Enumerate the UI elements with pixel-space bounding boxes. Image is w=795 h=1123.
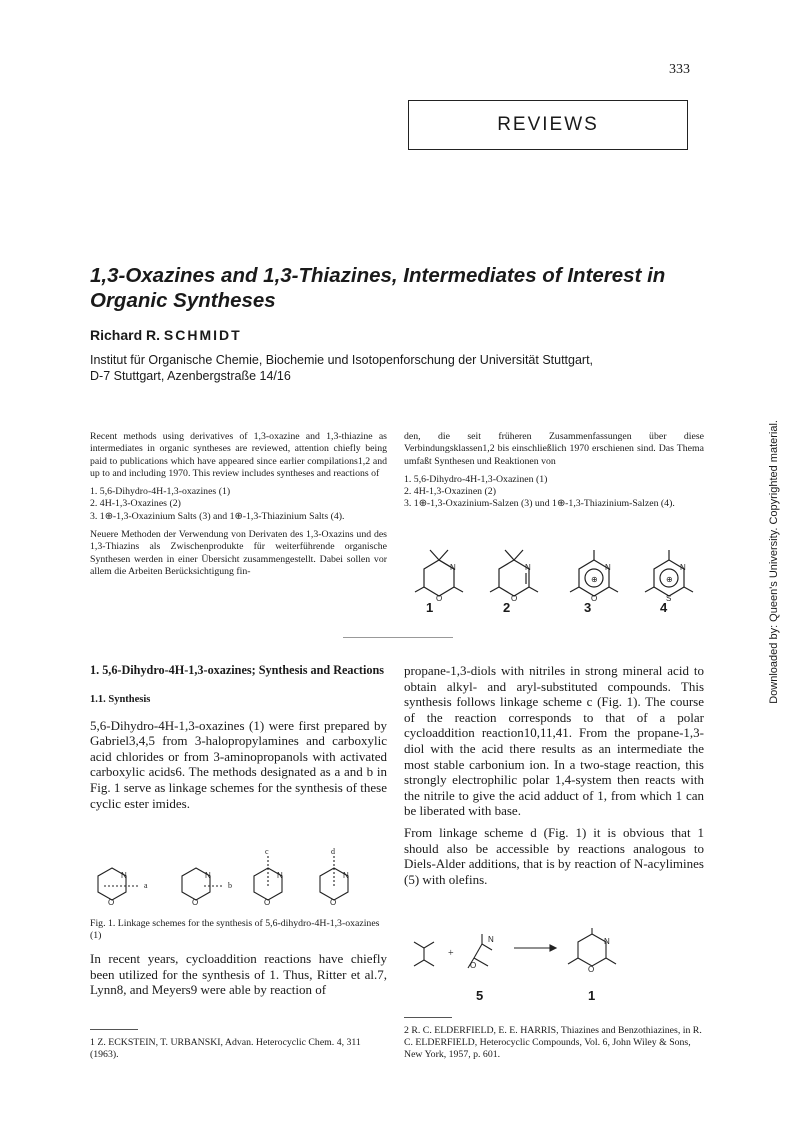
left-column (90, 663, 387, 811)
abstract-list (404, 474, 704, 511)
abstract-text: den, die seit früheren Zusammenfassungen über diese Verbindungsklassen1,2 bis einschließlich 1970 erschienen sind. Das Thema umfaßt Synthesen und Reaktionen von (404, 431, 704, 467)
svg-text:O: O (192, 898, 199, 907)
list-item: 2. 4H-1,3-Oxazinen (2) (404, 486, 496, 498)
svg-text:O: O (511, 594, 518, 603)
svg-text:S: S (666, 594, 672, 603)
svg-text:O: O (264, 898, 271, 907)
footnote: 1 Z. ECKSTEIN, T. URBANSKI, Advan. Heterocyclic Chem. 4, 311 (1963). (90, 1037, 361, 1060)
list-item: 3. 1⊕-1,3-Oxazinium-Salzen (3) und 1⊕-1,3-Thiazinium-Salzen (4). (404, 498, 675, 510)
svg-text:N: N (605, 563, 611, 572)
scheme-label: 1 (588, 988, 596, 1003)
subsection-heading: 1.1. Synthesis (90, 694, 151, 705)
scheme-label: b (228, 881, 232, 890)
footnote-rule (90, 1029, 138, 1030)
affiliation-line: Institut für Organische Chemie, Biochemie und Isotopenforschung der Universität Stuttgart, (90, 353, 594, 367)
abstract-german (404, 431, 704, 511)
download-notice-text: Downloaded by: Queen's University. Copyrighted material. (768, 420, 780, 704)
section-divider (343, 637, 453, 638)
svg-text:N: N (450, 563, 456, 572)
affiliation (90, 352, 650, 384)
scheme-label: d (331, 848, 335, 856)
page-number: 333 (669, 62, 690, 77)
structure-label: 4 (660, 600, 668, 615)
product-icon (568, 928, 616, 966)
reaction-scheme (404, 928, 704, 982)
structure-label: 1 (426, 600, 434, 615)
author-first: Richard R. (90, 327, 161, 343)
list-item: 1. 5,6-Dihydro-4H-1,3-oxazines (1) (90, 486, 231, 498)
footnote: 2 R. C. ELDERFIELD, E. E. HARRIS, Thiazines and Benzothiazines, in R. C. ELDERFIELD, Heterocyclic Compounds, Vol. 6, John Wiley & Sons, New York, 1957, p. 601. (404, 1025, 702, 1060)
scheme-label: 5 (476, 988, 484, 1003)
list-item: 1. 5,6-Dihydro-4H-1,3-Oxazinen (1) (404, 473, 548, 485)
svg-text:O: O (436, 594, 443, 603)
svg-text:N: N (604, 937, 610, 946)
structures-figure (404, 540, 704, 620)
figure-caption: Fig. 1. Linkage schemes for the synthesis of 5,6-dihydro-4H-1,3-oxazines (1) (90, 918, 380, 942)
scheme-label: a (144, 881, 148, 890)
article-title: 1,3-Oxazines and 1,3-Thiazines, Intermediates of Interest in Organic Syntheses (90, 264, 666, 312)
svg-text:O: O (588, 965, 595, 974)
structure-3-icon (570, 550, 618, 596)
svg-text:N: N (488, 935, 494, 944)
author-last: SCHMIDT (163, 327, 242, 343)
right-column (404, 663, 704, 887)
footnote-rule (404, 1017, 452, 1018)
author (90, 327, 242, 343)
svg-text:N: N (525, 563, 531, 572)
paragraph: In recent years, cycloaddition reactions have chiefly been utilized for the synthesis of 1. Thus, Ritter et al.7, Lynn8, and Meyers9 were able by reaction of (90, 951, 387, 998)
list-item: 3. 1⊕-1,3-Oxazinium Salts (3) and 1⊕-1,3-Thiazinium Salts (4). (90, 510, 345, 522)
linkage-schemes-figure (88, 848, 388, 914)
structure-label: 3 (584, 600, 592, 615)
svg-text:O: O (108, 898, 115, 907)
structure-1-icon (415, 550, 463, 596)
paragraph: 5,6-Dihydro-4H-1,3-oxazines (1) were first prepared by Gabriel3,4,5 from 3-halopropylamines and carboxylic acid chlorides or from 3-aminopropanols with activated carboxylic acids6. The methods designated as a and b in Fig. 1 serve as linkage schemes for the synthesis of these cyclic ester imides. (90, 717, 387, 811)
svg-text:N: N (343, 871, 349, 880)
svg-text:O: O (330, 898, 337, 907)
scheme-label: c (265, 848, 269, 856)
abstract-english (90, 431, 387, 584)
affiliation-line: D-7 Stuttgart, Azenbergstraße 14/16 (90, 369, 291, 383)
svg-text:O: O (591, 594, 598, 603)
olefin-icon (414, 942, 434, 966)
structure-label: 2 (503, 600, 511, 615)
svg-text:N: N (205, 871, 211, 880)
svg-text:N: N (680, 563, 686, 572)
abstract-german-start: Neuere Methoden der Verwendung von Derivaten des 1,3-Oxazins und des 1,3-Thiazins als Zwischenprodukte für weiterführende organische Synthesen werden in einer Übersicht zusammengestellt. Dabei sollen vor allem die Arbeiten Berücksichtigung fin- (90, 529, 387, 577)
list-item: 2. 4H-1,3-Oxazines (2) (90, 498, 181, 510)
scheme-b-icon (182, 868, 224, 900)
svg-text:⊕: ⊕ (591, 575, 598, 584)
download-notice (768, 420, 788, 750)
paragraph: From linkage scheme d (Fig. 1) it is obvious that 1 should also be accessible by reactions analogous to Diels-Alder additions, that is by reaction of N-acylimines (5) with olefins. (404, 824, 704, 887)
svg-text:⊕: ⊕ (666, 575, 673, 584)
section-label: REVIEWS (497, 114, 599, 135)
svg-text:O: O (470, 961, 477, 970)
svg-text:N: N (277, 871, 283, 880)
plus-sign: + (448, 948, 454, 959)
abstract-text: Recent methods using derivatives of 1,3-oxazine and 1,3-thiazine as intermediates in organic syntheses are reviewed, attention chiefly being paid to publications which have appeared since earlier compilations1,2 and up to and including 1970. This review includes syntheses and reactions of (90, 431, 387, 479)
svg-text:N: N (121, 871, 127, 880)
scheme-a-icon (98, 868, 140, 900)
section-box (408, 100, 688, 150)
structure-2-icon (490, 550, 538, 596)
abstract-list (90, 486, 387, 523)
paragraph: propane-1,3-diols with nitriles in strong mineral acid to obtain alkyl- and aryl-substituted compounds. This synthesis follows linkage scheme c (Fig. 1). The course of the reaction corresponds to that of a polar cycloaddition reaction10,11,41. From the propane-1,3-diol with the acid there results as an intermediate the most stable carbonium ion. In a two-stage reaction, this strongly electrophilic polar 1,4-system then reacts with the nitrile to give the acid adduct of 1, from which 1 can be liberated with base. (404, 663, 704, 819)
structure-4-icon (645, 550, 693, 596)
section-heading: 1. 5,6-Dihydro-4H-1,3-oxazines; Synthesis and Reactions (90, 663, 384, 677)
